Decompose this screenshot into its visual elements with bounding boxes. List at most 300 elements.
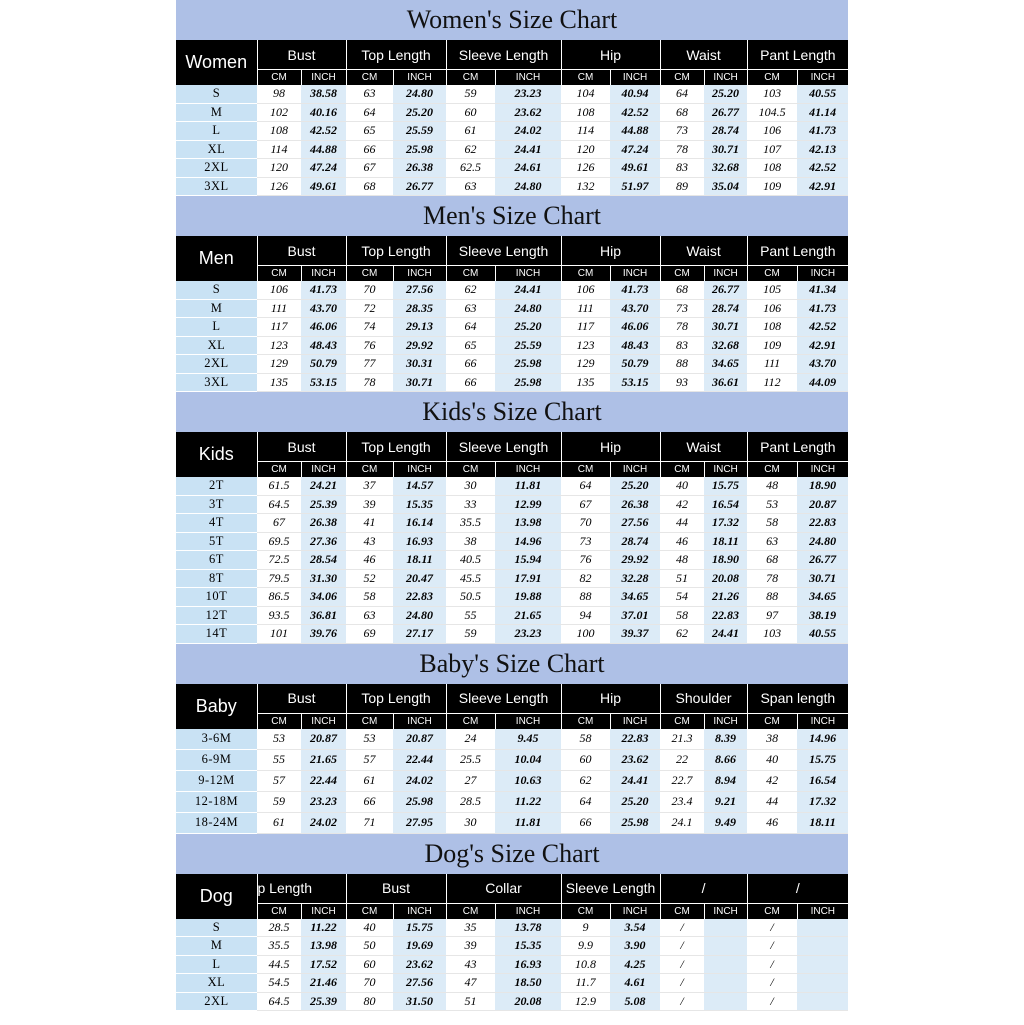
column-header: / xyxy=(747,874,848,904)
value-cm: 51 xyxy=(446,992,495,1011)
value-cm: 89 xyxy=(660,177,704,196)
value-cm: 66 xyxy=(561,812,610,833)
unit-cm: CM xyxy=(747,70,797,86)
table-row xyxy=(176,85,848,103)
value-inch: 18.90 xyxy=(704,551,747,570)
unit-inch: INCH xyxy=(610,713,660,729)
size-label: 6-9M xyxy=(176,749,257,770)
value-inch: 27.56 xyxy=(393,281,446,299)
column-header: Bust xyxy=(257,40,346,70)
value-inch: 24.61 xyxy=(495,159,561,178)
value-cm: 62 xyxy=(660,625,704,644)
value-inch: 23.23 xyxy=(495,85,561,103)
value-cm: 82 xyxy=(561,569,610,588)
unit-cm: CM xyxy=(346,713,393,729)
value-cm: / xyxy=(660,974,704,993)
value-cm: 70 xyxy=(346,281,393,299)
value-inch: 41.73 xyxy=(610,281,660,299)
unit-inch: INCH xyxy=(301,903,346,919)
value-inch: 27.36 xyxy=(301,532,346,551)
value-cm: 70 xyxy=(346,974,393,993)
value-cm: / xyxy=(747,974,797,993)
value-inch: 28.74 xyxy=(704,299,747,318)
value-cm: 45.5 xyxy=(446,569,495,588)
section-kids xyxy=(176,392,848,644)
value-cm: 77 xyxy=(346,355,393,374)
value-cm: 78 xyxy=(747,569,797,588)
value-cm: 67 xyxy=(257,514,301,533)
size-label: 6T xyxy=(176,551,257,570)
value-cm: 109 xyxy=(747,177,797,196)
value-cm: 132 xyxy=(561,177,610,196)
value-inch: 26.77 xyxy=(704,281,747,299)
value-cm: 22 xyxy=(660,749,704,770)
value-cm: 108 xyxy=(561,103,610,122)
size-label: M xyxy=(176,299,257,318)
unit-inch: INCH xyxy=(797,903,848,919)
value-inch: 21.46 xyxy=(301,974,346,993)
value-cm: 74 xyxy=(346,318,393,337)
value-cm: 10.8 xyxy=(561,955,610,974)
size-label: 3XL xyxy=(176,373,257,392)
size-table xyxy=(176,432,848,644)
value-inch: 15.94 xyxy=(495,551,561,570)
column-header: Span length xyxy=(747,684,848,714)
table-row xyxy=(176,373,848,392)
size-chart-sheet xyxy=(176,0,848,1025)
table-row xyxy=(176,532,848,551)
value-inch: 13.98 xyxy=(301,937,346,956)
value-inch: 49.61 xyxy=(301,177,346,196)
table-row xyxy=(176,122,848,141)
value-cm: 9.9 xyxy=(561,937,610,956)
unit-inch: INCH xyxy=(495,903,561,919)
value-inch: 3.90 xyxy=(610,937,660,956)
value-inch: 25.20 xyxy=(393,103,446,122)
value-inch: 15.75 xyxy=(704,477,747,495)
value-inch: 42.52 xyxy=(301,122,346,141)
value-inch: 34.65 xyxy=(610,588,660,607)
value-cm: 78 xyxy=(346,373,393,392)
unit-inch: INCH xyxy=(704,266,747,282)
value-inch: 50.79 xyxy=(610,355,660,374)
section-baby xyxy=(176,644,848,834)
value-inch: 5.08 xyxy=(610,992,660,1011)
section-title: Women's Size Chart xyxy=(176,0,848,40)
value-inch: 30.71 xyxy=(704,318,747,337)
value-inch: 17.91 xyxy=(495,569,561,588)
size-label: XL xyxy=(176,974,257,993)
value-inch: 22.44 xyxy=(301,770,346,791)
value-inch: 42.13 xyxy=(797,140,848,159)
table-row xyxy=(176,919,848,937)
value-cm: 62 xyxy=(561,770,610,791)
value-inch: 22.44 xyxy=(393,749,446,770)
unit-inch: INCH xyxy=(393,713,446,729)
value-inch: 51.97 xyxy=(610,177,660,196)
value-inch xyxy=(797,955,848,974)
value-inch: 22.83 xyxy=(610,729,660,750)
column-header: Hip xyxy=(561,684,660,714)
value-cm: 46 xyxy=(747,812,797,833)
value-cm: 40 xyxy=(747,749,797,770)
column-header: / xyxy=(660,874,747,904)
unit-cm: CM xyxy=(257,266,301,282)
value-cm: 112 xyxy=(747,373,797,392)
value-cm: 27 xyxy=(446,770,495,791)
column-header: Sleeve Length xyxy=(446,432,561,462)
value-cm: 35 xyxy=(446,919,495,937)
value-cm: 71 xyxy=(346,812,393,833)
value-cm: 22.7 xyxy=(660,770,704,791)
unit-inch: INCH xyxy=(393,266,446,282)
unit-cm: CM xyxy=(346,70,393,86)
value-cm: 58 xyxy=(346,588,393,607)
value-inch: 50.79 xyxy=(301,355,346,374)
value-inch: 27.56 xyxy=(393,974,446,993)
value-inch: 16.54 xyxy=(704,495,747,514)
size-label: 18-24M xyxy=(176,812,257,833)
value-cm: 40 xyxy=(660,477,704,495)
value-cm: 68 xyxy=(346,177,393,196)
value-cm: 44 xyxy=(660,514,704,533)
value-inch: 30.71 xyxy=(393,373,446,392)
value-cm: 25.5 xyxy=(446,749,495,770)
value-cm: 44.5 xyxy=(257,955,301,974)
unit-cm: CM xyxy=(561,462,610,478)
value-inch: 10.04 xyxy=(495,749,561,770)
table-row xyxy=(176,318,848,337)
value-inch: 53.15 xyxy=(610,373,660,392)
value-cm: 94 xyxy=(561,606,610,625)
value-cm: 129 xyxy=(561,355,610,374)
value-inch xyxy=(704,974,747,993)
section-title: Dog's Size Chart xyxy=(176,834,848,874)
value-cm: 73 xyxy=(660,122,704,141)
unit-cm: CM xyxy=(561,70,610,86)
column-header: Hip xyxy=(561,40,660,70)
value-cm: 104.5 xyxy=(747,103,797,122)
size-label: 8T xyxy=(176,569,257,588)
table-row xyxy=(176,569,848,588)
value-inch: 25.98 xyxy=(393,791,446,812)
column-header: Sleeve Length xyxy=(561,874,660,904)
size-table xyxy=(176,684,848,834)
value-cm: 59 xyxy=(257,791,301,812)
value-inch: 32.68 xyxy=(704,159,747,178)
unit-cm: CM xyxy=(561,266,610,282)
column-header: Waist xyxy=(660,432,747,462)
unit-cm: CM xyxy=(346,462,393,478)
value-inch: 34.65 xyxy=(797,588,848,607)
value-inch: 25.39 xyxy=(301,495,346,514)
value-inch: 24.02 xyxy=(301,812,346,833)
value-cm: 68 xyxy=(660,281,704,299)
unit-inch: INCH xyxy=(610,70,660,86)
value-inch: 25.20 xyxy=(495,318,561,337)
value-cm: 108 xyxy=(257,122,301,141)
value-cm: 135 xyxy=(561,373,610,392)
column-header: Bust xyxy=(257,684,346,714)
value-inch: 26.38 xyxy=(301,514,346,533)
table-row xyxy=(176,495,848,514)
size-label: M xyxy=(176,103,257,122)
value-cm: 76 xyxy=(346,336,393,355)
value-inch: 27.95 xyxy=(393,812,446,833)
value-cm: 60 xyxy=(446,103,495,122)
value-inch: 22.83 xyxy=(797,514,848,533)
unit-cm: CM xyxy=(446,713,495,729)
value-cm: 72 xyxy=(346,299,393,318)
value-cm: 72.5 xyxy=(257,551,301,570)
value-inch: 4.25 xyxy=(610,955,660,974)
value-cm: 98 xyxy=(257,85,301,103)
size-label: 2T xyxy=(176,477,257,495)
value-inch xyxy=(704,937,747,956)
value-inch: 38.19 xyxy=(797,606,848,625)
unit-cm: CM xyxy=(660,70,704,86)
category-label: Men xyxy=(176,236,257,281)
value-inch: 25.20 xyxy=(610,477,660,495)
value-inch: 25.20 xyxy=(704,85,747,103)
category-label: Kids xyxy=(176,432,257,477)
value-cm: 63 xyxy=(446,177,495,196)
value-inch: 16.93 xyxy=(393,532,446,551)
value-cm: 38 xyxy=(747,729,797,750)
value-inch: 24.21 xyxy=(301,477,346,495)
value-inch: 22.83 xyxy=(393,588,446,607)
value-inch: 30.71 xyxy=(704,140,747,159)
value-inch: 3.54 xyxy=(610,919,660,937)
value-inch: 28.54 xyxy=(301,551,346,570)
value-cm: 64 xyxy=(660,85,704,103)
value-inch: 18.11 xyxy=(797,812,848,833)
size-label: 12-18M xyxy=(176,791,257,812)
value-inch: 39.76 xyxy=(301,625,346,644)
value-cm: 42 xyxy=(747,770,797,791)
value-inch: 11.81 xyxy=(495,812,561,833)
value-cm: 123 xyxy=(561,336,610,355)
value-inch: 4.61 xyxy=(610,974,660,993)
value-cm: 100 xyxy=(561,625,610,644)
table-row xyxy=(176,625,848,644)
value-cm: 114 xyxy=(561,122,610,141)
value-cm: 86.5 xyxy=(257,588,301,607)
value-cm: 102 xyxy=(257,103,301,122)
unit-inch: INCH xyxy=(393,903,446,919)
value-inch: 40.94 xyxy=(610,85,660,103)
value-cm: 135 xyxy=(257,373,301,392)
table-row xyxy=(176,477,848,495)
table-row xyxy=(176,749,848,770)
unit-cm: CM xyxy=(660,462,704,478)
table-row xyxy=(176,729,848,750)
value-cm: 88 xyxy=(660,355,704,374)
column-header: Pant Length xyxy=(747,432,848,462)
value-cm: 66 xyxy=(346,140,393,159)
value-inch: 48.43 xyxy=(610,336,660,355)
value-inch: 26.77 xyxy=(797,551,848,570)
value-cm: / xyxy=(747,992,797,1011)
value-cm: 46 xyxy=(346,551,393,570)
value-cm: 76 xyxy=(561,551,610,570)
value-inch: 16.54 xyxy=(797,770,848,791)
value-inch: 49.61 xyxy=(610,159,660,178)
value-inch: 37.01 xyxy=(610,606,660,625)
column-header: Hip xyxy=(561,432,660,462)
value-inch: 26.77 xyxy=(704,103,747,122)
value-cm: 63 xyxy=(446,299,495,318)
value-cm: 83 xyxy=(660,336,704,355)
value-cm: 103 xyxy=(747,625,797,644)
value-inch: 19.69 xyxy=(393,937,446,956)
value-cm: 63 xyxy=(346,606,393,625)
value-cm: 64 xyxy=(561,477,610,495)
value-inch: 8.39 xyxy=(704,729,747,750)
unit-inch: INCH xyxy=(797,462,848,478)
value-inch: 34.06 xyxy=(301,588,346,607)
value-inch: 53.15 xyxy=(301,373,346,392)
value-cm: 59 xyxy=(446,85,495,103)
value-cm: 106 xyxy=(561,281,610,299)
size-label: 4T xyxy=(176,514,257,533)
value-inch: 23.62 xyxy=(610,749,660,770)
value-inch: 9.45 xyxy=(495,729,561,750)
value-cm: 43 xyxy=(346,532,393,551)
value-cm: 68 xyxy=(747,551,797,570)
value-inch: 15.75 xyxy=(797,749,848,770)
value-cm: 107 xyxy=(747,140,797,159)
value-inch: 22.83 xyxy=(704,606,747,625)
value-inch: 21.65 xyxy=(301,749,346,770)
value-cm: 73 xyxy=(561,532,610,551)
column-header: Bust xyxy=(257,432,346,462)
value-inch: 23.23 xyxy=(301,791,346,812)
value-inch: 16.93 xyxy=(495,955,561,974)
column-header: Top Length xyxy=(346,684,446,714)
unit-cm: CM xyxy=(257,903,301,919)
value-inch: 30.71 xyxy=(797,569,848,588)
unit-cm: CM xyxy=(346,903,393,919)
value-inch: 18.50 xyxy=(495,974,561,993)
value-inch xyxy=(704,919,747,937)
value-cm: 50 xyxy=(346,937,393,956)
value-inch: 18.11 xyxy=(393,551,446,570)
value-cm: / xyxy=(660,992,704,1011)
value-inch: 46.06 xyxy=(301,318,346,337)
size-label: L xyxy=(176,955,257,974)
value-inch xyxy=(797,937,848,956)
table-row xyxy=(176,551,848,570)
size-label: 10T xyxy=(176,588,257,607)
unit-cm: CM xyxy=(747,462,797,478)
value-inch: 24.41 xyxy=(495,281,561,299)
value-cm: 58 xyxy=(747,514,797,533)
value-cm: 106 xyxy=(747,299,797,318)
value-inch xyxy=(704,992,747,1011)
column-header: Sleeve Length xyxy=(446,40,561,70)
value-cm: 47 xyxy=(446,974,495,993)
table-row xyxy=(176,140,848,159)
size-label: 3-6M xyxy=(176,729,257,750)
value-cm: 38 xyxy=(446,532,495,551)
value-cm: 64 xyxy=(446,318,495,337)
value-cm: 24 xyxy=(446,729,495,750)
value-inch: 13.78 xyxy=(495,919,561,937)
value-inch: 26.77 xyxy=(393,177,446,196)
value-inch: 14.96 xyxy=(495,532,561,551)
unit-inch: INCH xyxy=(393,462,446,478)
table-row xyxy=(176,955,848,974)
unit-cm: CM xyxy=(257,462,301,478)
table-row xyxy=(176,974,848,993)
value-inch: 17.32 xyxy=(704,514,747,533)
column-header: Top Length xyxy=(346,432,446,462)
value-inch: 38.58 xyxy=(301,85,346,103)
size-table xyxy=(176,874,848,1012)
value-cm: 12.9 xyxy=(561,992,610,1011)
value-cm: 59 xyxy=(446,625,495,644)
value-cm: 62.5 xyxy=(446,159,495,178)
column-header: Sleeve Length xyxy=(446,684,561,714)
value-inch: 21.65 xyxy=(495,606,561,625)
value-inch: 25.20 xyxy=(610,791,660,812)
table-row xyxy=(176,159,848,178)
value-cm: 69.5 xyxy=(257,532,301,551)
value-inch: 35.04 xyxy=(704,177,747,196)
value-inch xyxy=(797,919,848,937)
unit-inch: INCH xyxy=(704,903,747,919)
value-cm: / xyxy=(747,955,797,974)
table-row xyxy=(176,281,848,299)
size-label: XL xyxy=(176,140,257,159)
value-inch: 23.23 xyxy=(495,625,561,644)
value-inch: 25.59 xyxy=(495,336,561,355)
value-inch: 28.35 xyxy=(393,299,446,318)
table-row xyxy=(176,992,848,1011)
value-cm: 109 xyxy=(747,336,797,355)
column-header: Top Length xyxy=(346,236,446,266)
size-label: S xyxy=(176,85,257,103)
value-cm: 60 xyxy=(346,955,393,974)
value-inch: 18.90 xyxy=(797,477,848,495)
value-inch: 25.98 xyxy=(495,355,561,374)
value-cm: 63 xyxy=(346,85,393,103)
size-label: 2XL xyxy=(176,355,257,374)
value-cm: / xyxy=(660,955,704,974)
value-inch: 12.99 xyxy=(495,495,561,514)
value-cm: 44 xyxy=(747,791,797,812)
value-cm: 70 xyxy=(561,514,610,533)
value-cm: 54.5 xyxy=(257,974,301,993)
value-cm: 58 xyxy=(660,606,704,625)
unit-inch: INCH xyxy=(610,903,660,919)
value-cm: / xyxy=(747,919,797,937)
unit-inch: INCH xyxy=(301,462,346,478)
value-cm: 30 xyxy=(446,477,495,495)
column-header: Waist xyxy=(660,236,747,266)
value-inch: 20.08 xyxy=(704,569,747,588)
value-cm: 114 xyxy=(257,140,301,159)
unit-cm: CM xyxy=(561,713,610,729)
value-cm: 48 xyxy=(747,477,797,495)
unit-inch: INCH xyxy=(610,266,660,282)
value-inch: 42.52 xyxy=(797,159,848,178)
value-cm: 48 xyxy=(660,551,704,570)
table-row xyxy=(176,812,848,833)
value-cm: 69 xyxy=(346,625,393,644)
value-inch xyxy=(797,974,848,993)
